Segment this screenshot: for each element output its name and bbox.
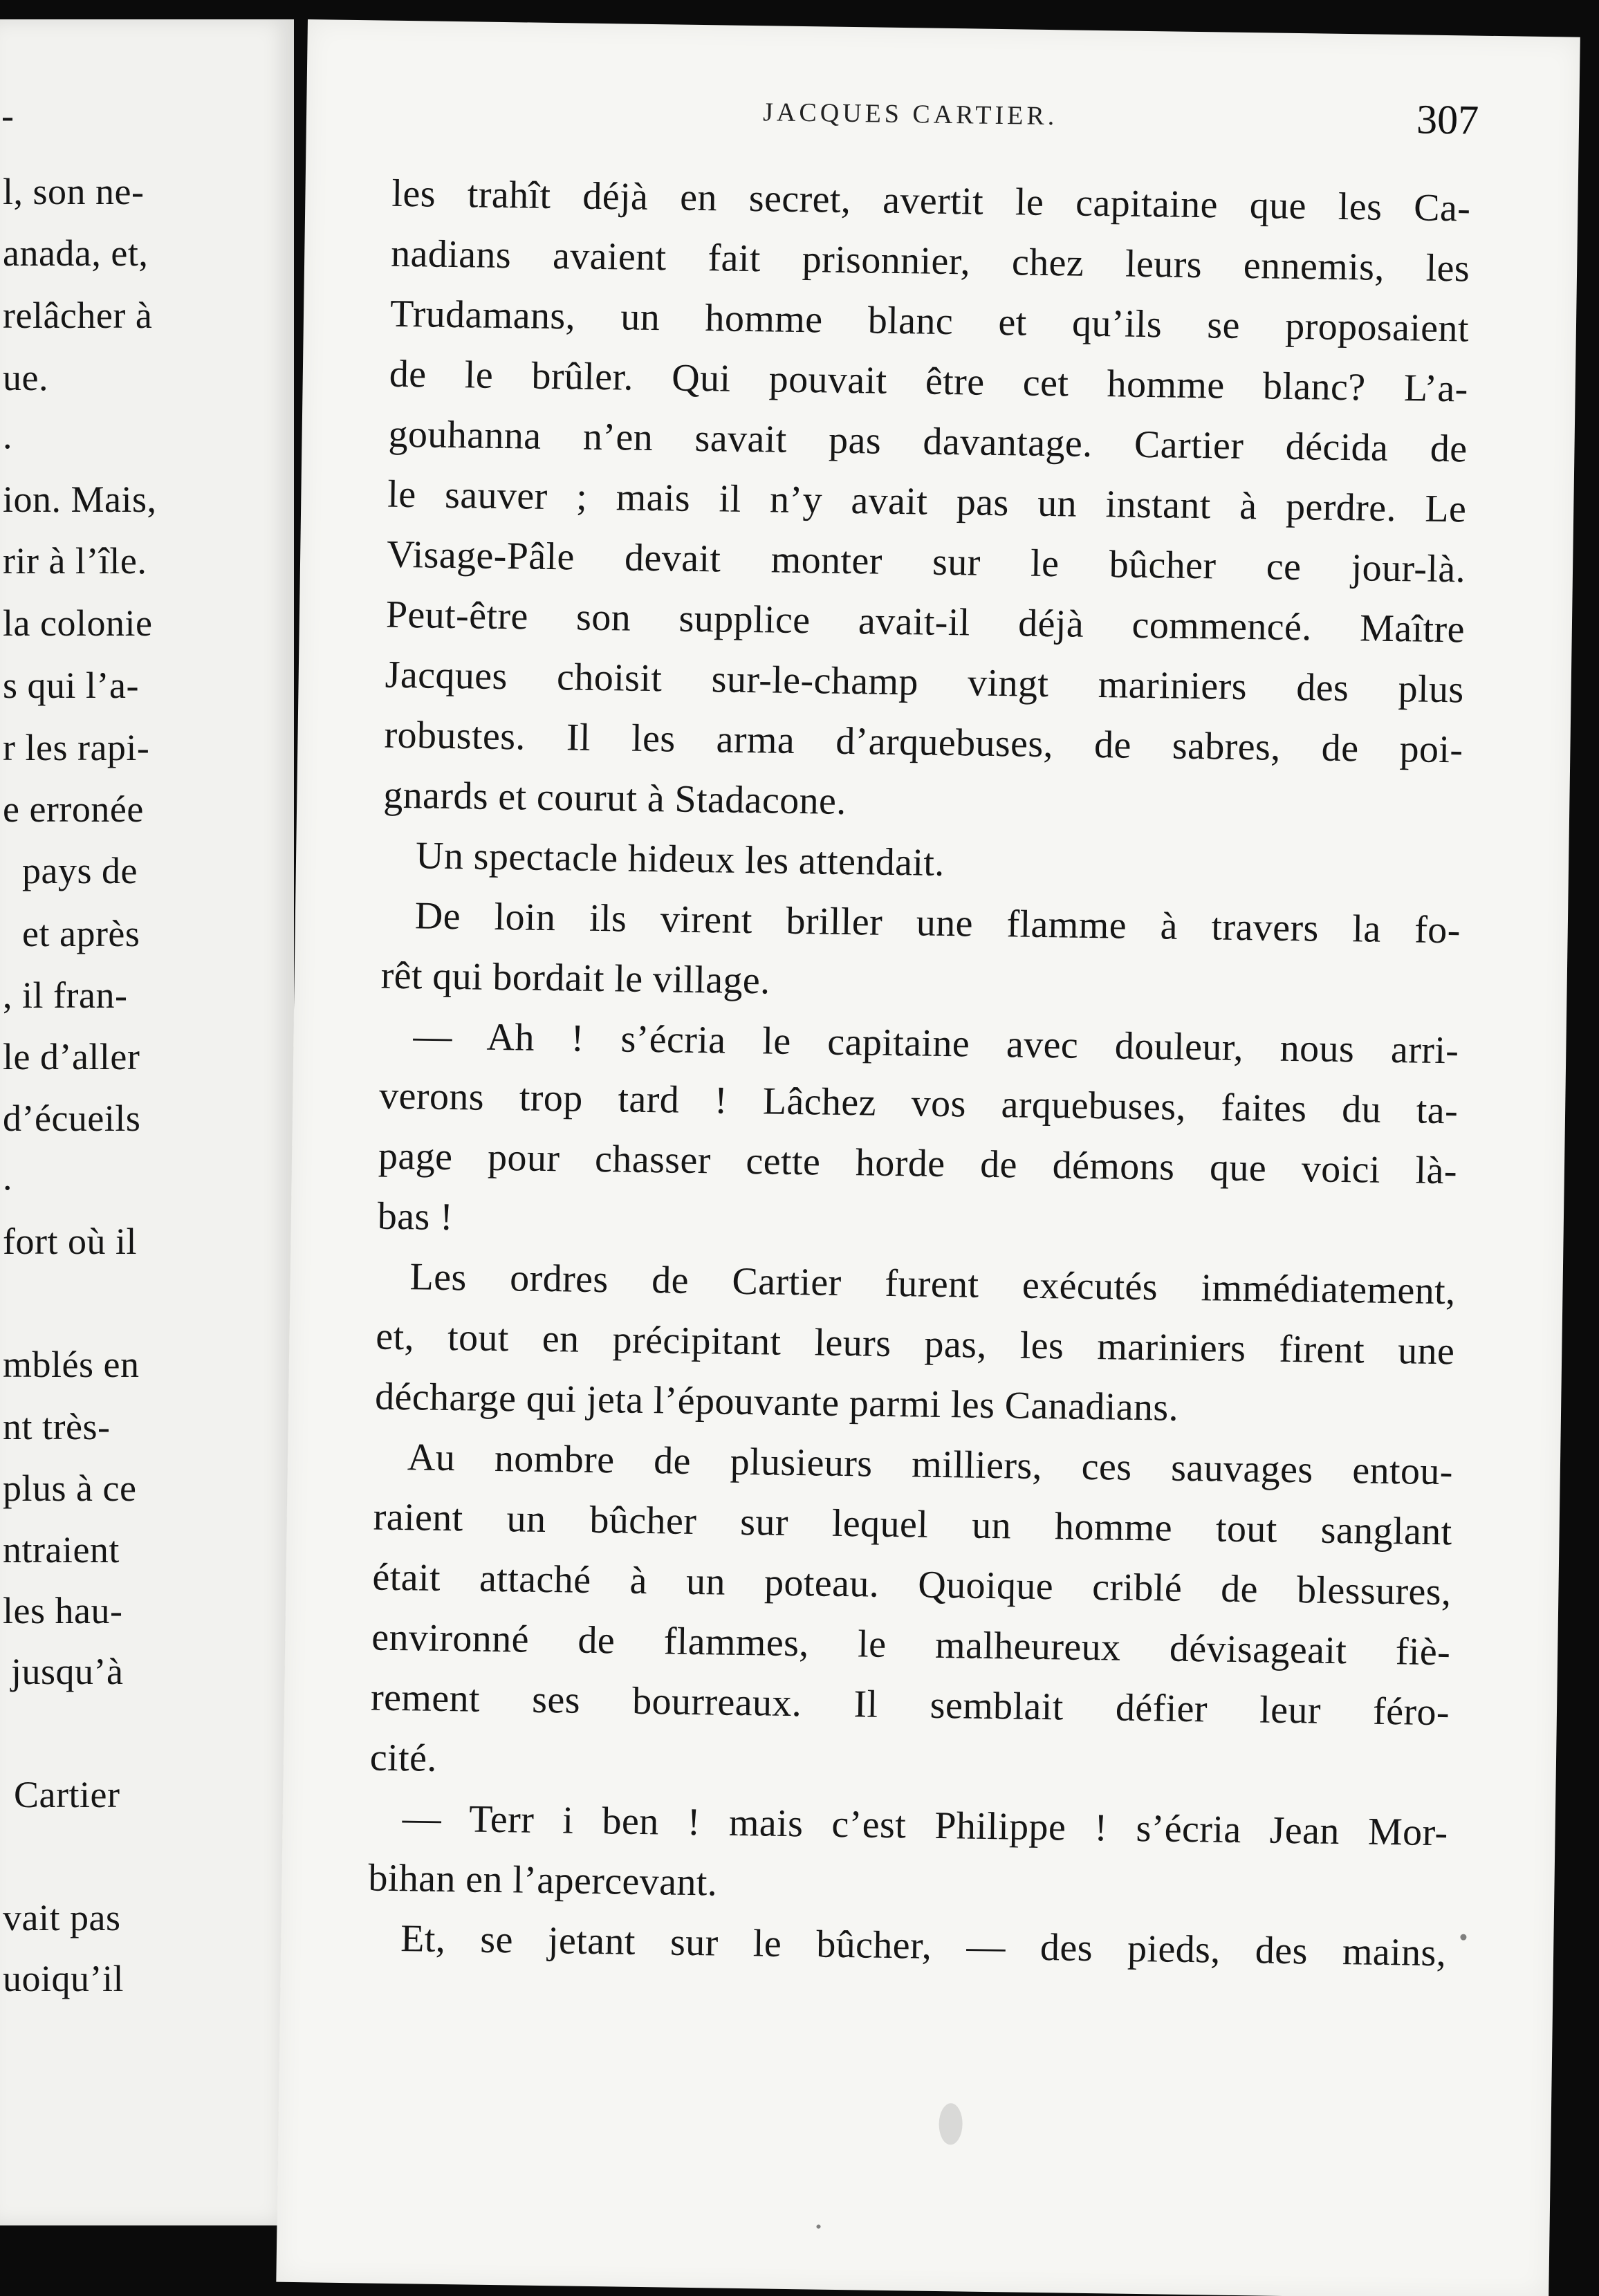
left-line: vait pas xyxy=(3,1897,121,1938)
body-line: Au nombre de plusieurs milliers, ces sauvages entou- xyxy=(407,1436,1454,1494)
body-line: gouhanna n’en savait pas davantage. Cartier décida de xyxy=(388,412,1468,471)
body-line: — Ah ! s’écria le capitaine avec douleur, nous arri- xyxy=(413,1015,1459,1073)
body-line: Et, se jetant sur le bûcher, — des pieds, des mains, xyxy=(400,1917,1447,1975)
left-line: , il fran- xyxy=(3,974,128,1016)
page-number: 307 xyxy=(1416,96,1479,143)
left-line: et après xyxy=(22,913,140,954)
left-line: nt très- xyxy=(3,1406,111,1447)
left-page-fragment xyxy=(0,19,294,2225)
left-line: pays de xyxy=(22,850,138,891)
left-line: mblés en xyxy=(3,1344,140,1385)
left-line: r les rapi- xyxy=(3,727,150,768)
left-line: s qui l’a- xyxy=(3,665,139,706)
left-line: jusqu’à xyxy=(11,1651,124,1692)
left-line: . xyxy=(3,415,12,456)
left-line: anada, et, xyxy=(3,232,149,274)
paper-speck xyxy=(1460,1934,1466,1941)
body-line: Visage-Pâle devait monter sur le bûcher ce jour-là. xyxy=(386,533,1466,591)
body-line: de le brûler. Qui pouvait être cet homme blanc? L’a- xyxy=(389,352,1469,411)
body-line: Un spectacle hideux les attendait. xyxy=(415,834,945,885)
left-line: d’écueils xyxy=(3,1098,141,1139)
body-line: — Terr i ben ! mais c’est Philippe ! s’écria Jean Mor- xyxy=(402,1797,1448,1855)
paper-stain xyxy=(939,2103,963,2145)
left-line: rir à l’île. xyxy=(3,540,147,582)
body-line: nadians avaient fait prisonnier, chez leurs ennemis, les xyxy=(390,232,1470,290)
left-line: les hau- xyxy=(3,1590,123,1631)
body-line: page pour chasser cette horde de démons que voici là- xyxy=(378,1134,1458,1193)
body-line: environné de flammes, le malheureux dévisageait fiè- xyxy=(371,1615,1451,1674)
body-line: le sauver ; mais il n’y avait pas un instant à perdre. Le xyxy=(387,472,1467,531)
body-line: rement ses bourreaux. Il semblait défier leur féro- xyxy=(370,1676,1450,1734)
body-line: Les ordres de Cartier furent exécutés immédiatement, xyxy=(409,1255,1456,1313)
body-line: et, tout en précipitant leurs pas, les mariniers firent une xyxy=(375,1315,1455,1373)
left-line: . xyxy=(3,1156,12,1198)
left-line: l, son ne- xyxy=(3,171,145,212)
body-line: décharge qui jeta l’épouvante parmi les Canadians. xyxy=(374,1375,1179,1429)
left-line: fort où il xyxy=(3,1221,137,1262)
left-line: uoiqu’il xyxy=(3,1958,124,1999)
left-line: ntraient xyxy=(3,1529,120,1571)
body-line: rêt qui bordait le village. xyxy=(380,954,770,1003)
body-line: Jacques choisit sur-le-champ vingt mariniers des plus xyxy=(385,653,1465,712)
body-line: les trahît déjà en secret, avertit le capitaine que les Ca- xyxy=(391,172,1471,230)
body-line: De loin ils virent briller une flamme à travers la fo- xyxy=(414,894,1461,952)
left-line: e erronée xyxy=(3,788,144,830)
running-head: JACQUES CARTIER. xyxy=(762,98,1058,131)
left-line: le d’aller xyxy=(3,1036,140,1077)
body-line: robustes. Il les arma d’arquebuses, de sabres, de poi- xyxy=(384,713,1463,772)
left-line: la colonie xyxy=(3,602,153,644)
paper-speck xyxy=(816,2225,820,2229)
left-line: - xyxy=(1,95,15,136)
left-line: ue. xyxy=(3,357,48,398)
body-line: cité. xyxy=(369,1736,438,1780)
left-line: ion. Mais, xyxy=(3,479,157,520)
right-page xyxy=(276,19,1580,2296)
body-line: gnards et courut à Stadacone. xyxy=(382,773,847,823)
body-line: Peut-être son supplice avait-il déjà commencé. Maître xyxy=(385,593,1466,651)
body-line: bihan en l’apercevant. xyxy=(368,1856,718,1905)
body-line: était attaché à un poteau. Quoique criblé de blessures, xyxy=(372,1555,1452,1614)
body-line: verons trop tard ! Lâchez vos arquebuses, faites du ta- xyxy=(378,1074,1459,1133)
body-line: Trudamans, un homme blanc et qu’ils se proposaient xyxy=(389,292,1470,351)
body-line: bas ! xyxy=(377,1194,454,1239)
left-line: plus à ce xyxy=(3,1468,137,1509)
left-line: relâcher à xyxy=(3,295,153,336)
left-line: Cartier xyxy=(14,1774,120,1815)
body-line: raient un bûcher sur lequel un homme tout sanglant xyxy=(373,1495,1453,1554)
